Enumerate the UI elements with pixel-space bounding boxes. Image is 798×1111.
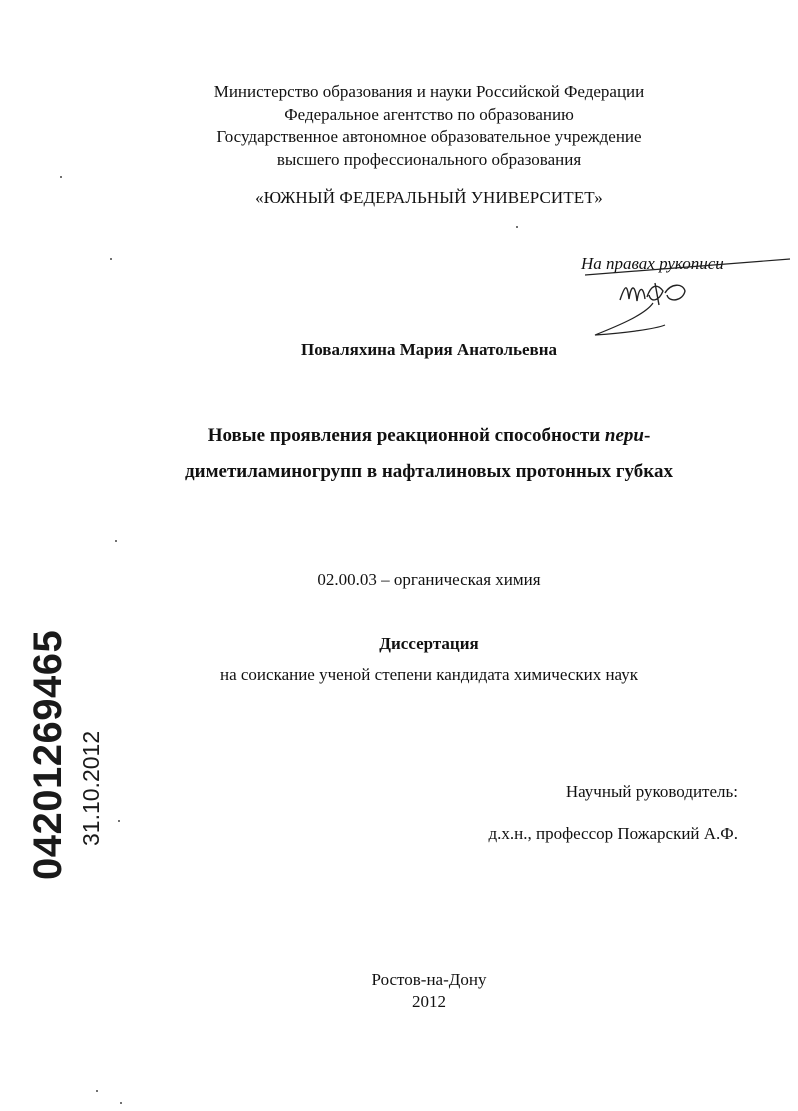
supervisor-label: Научный руководитель: (565, 782, 738, 801)
scan-speck (115, 540, 117, 542)
scan-speck (96, 1090, 98, 1092)
scan-speck (60, 176, 62, 178)
title-hyphen: - (643, 425, 651, 446)
dissertation-title-line-2: диметиламиногрупп в нафталиновых протонных губках (185, 461, 673, 482)
specialty-code: 02.00.03 – органическая химия (317, 570, 541, 589)
scan-speck (516, 226, 518, 228)
title-italic-term: пери (604, 425, 644, 446)
library-stamp-number: 04201269465 (26, 629, 70, 880)
city: Ростов-на-Дону (371, 970, 487, 989)
library-stamp-date: 31.10.2012 (78, 730, 104, 846)
education-line: высшего профессионального образования (276, 149, 582, 169)
handwritten-signature (585, 255, 795, 345)
ministry-line: Министерство образования и науки Российской Федерации (213, 82, 645, 101)
title-prefix: Новые проявления реакционной способности (207, 425, 605, 446)
agency-line: Федеральное агентство по образованию (284, 104, 574, 124)
ministry-header (30, 82, 798, 172)
dissertation-title-line-1 (30, 426, 798, 446)
year: 2012 (412, 992, 446, 1011)
rights-note: На правах рукописи (581, 254, 724, 273)
institution-line: Государственное автономное образовательное учреждение (216, 127, 642, 146)
degree-purpose: на соискание ученой степени кандидата химических наук (219, 665, 638, 684)
university-name: «ЮЖНЫЙ ФЕДЕРАЛЬНЫЙ УНИВЕРСИТЕТ» (255, 188, 603, 207)
scan-speck (110, 258, 112, 260)
scan-speck (120, 1102, 122, 1104)
document-type: Диссертация (379, 634, 479, 653)
scan-speck (118, 820, 120, 822)
supervisor-name: д.х.н., профессор Пожарский А.Ф. (488, 824, 738, 843)
author-name: Поваляхина Мария Анатольевна (300, 340, 558, 359)
